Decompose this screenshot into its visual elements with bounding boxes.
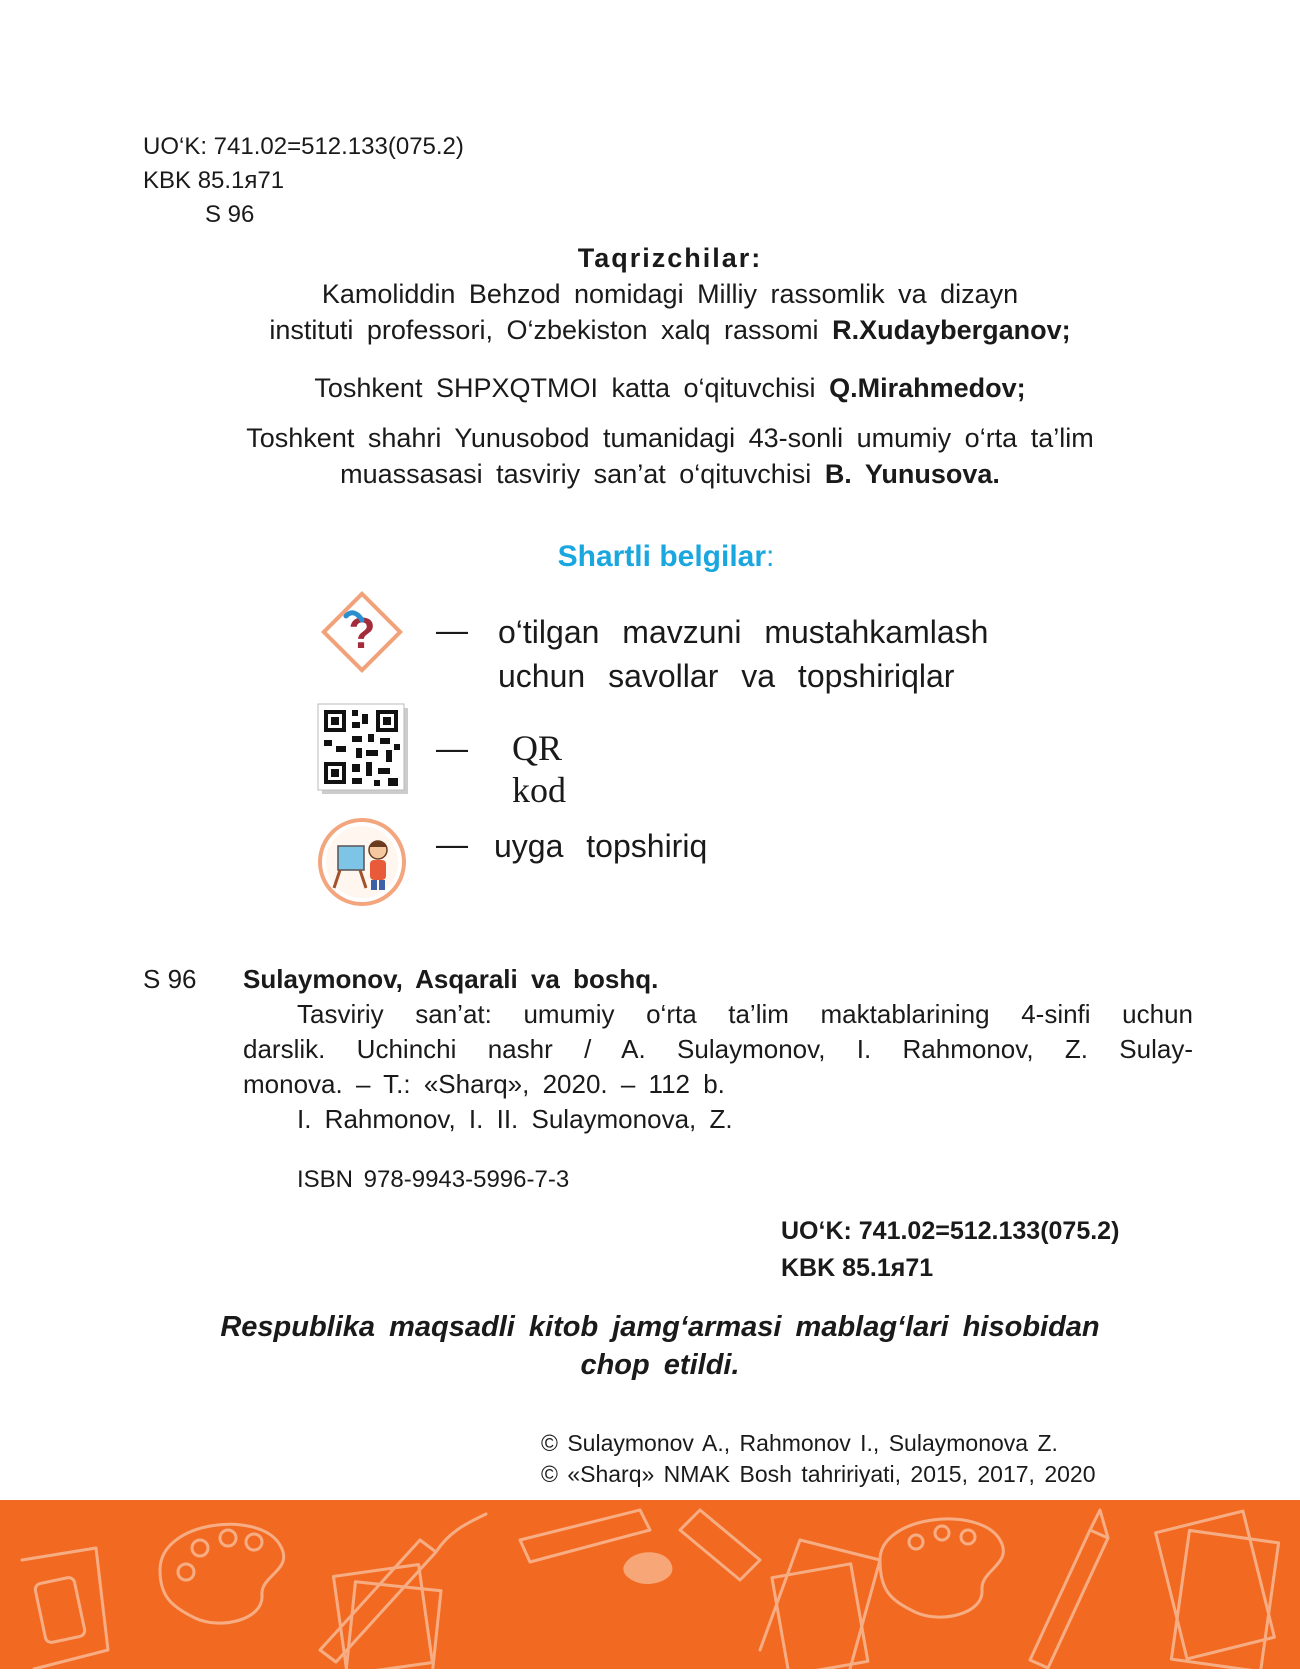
homework-circle-icon: [316, 816, 408, 908]
reviewer-1-line1: Kamoliddin Behzod nomidagi Milliy rassomlik va dizayn: [321, 279, 1019, 309]
legend-item-homework-text: uyga topshiriq: [494, 828, 708, 864]
isbn: ISBN 978-9943-5996-7-3: [297, 1166, 570, 1193]
reviewer-1-line2: [0, 312, 1300, 348]
legend-title: [0, 540, 1300, 574]
legend-dash-3: —: [436, 826, 468, 862]
reviewer-1-text: instituti professori, O‘zbekiston xalq rassomi: [269, 315, 819, 345]
reviewer-2-text: Toshkent SHPXQTMOI katta o‘qituvchisi: [314, 373, 816, 403]
decorative-footer: [0, 1500, 1300, 1669]
biblio-line1: Tasviriy san’at: umumiy o‘rta ta’lim maktablarining 4-sinfi uchun: [297, 999, 1193, 1029]
funding-note: [0, 1308, 1300, 1384]
svg-text:?: ?: [348, 609, 376, 658]
reviewer-3-line1: Toshkent shahri Yunusobod tumanidagi 43-sonli umumiy o‘rta ta’lim: [246, 423, 1094, 453]
legend-item-qr-text: QR kod: [512, 728, 566, 810]
reviewer-2-name: Q.Mirahmedov;: [829, 373, 1026, 403]
funding-line2: chop etildi.: [580, 1349, 740, 1381]
codes-right: [781, 1213, 1119, 1287]
bbk-code: KBK 85.1я71: [143, 167, 285, 194]
reviewer-3-name: B. Yunusova.: [824, 459, 1000, 489]
reviewer-3-text: muassasasi tasviriy san’at o‘qituvchisi: [340, 459, 812, 489]
reviewers-title: Taqrizchilar:: [577, 243, 763, 273]
biblio-line3: monova. – T.: «Sharq», 2020. – 112 b.: [243, 1069, 725, 1099]
udc-code: UO‘K: 741.02=512.133(075.2): [143, 133, 464, 160]
copyright-line1: © Sulaymonov A., Rahmonov I., Sulaymonova Z.: [541, 1430, 1058, 1456]
legend-item-questions-line1: o‘tilgan mavzuni mustahkamlash: [498, 614, 989, 650]
codes-right-bbk: KBK 85.1я71: [781, 1254, 934, 1282]
reviewer-1-name: R.Xudayberganov;: [832, 315, 1071, 345]
question-diamond-icon: [316, 586, 408, 678]
bibliography-block: [243, 962, 1193, 1137]
classification-block: [143, 130, 464, 232]
reviewer-2: [0, 370, 1300, 406]
biblio-line4: I. Rahmonov, I. II. Sulaymonova, Z.: [297, 1104, 733, 1134]
art-supplies-pattern-icon: [0, 1500, 1300, 1669]
biblio-mark: S 96: [143, 964, 197, 994]
biblio-line2: darslik. Uchinchi nashr / A. Sulaymonov, I. Rahmonov, Z. Sulay-: [243, 1034, 1193, 1064]
legend-dash-1: —: [436, 612, 468, 648]
copyright-line2: © «Sharq» NMAK Bosh tahririyati, 2015, 2017, 2020: [541, 1461, 1096, 1487]
legend-dash-2: —: [436, 730, 468, 766]
biblio-authors: Sulaymonov, Asqarali va boshq.: [243, 964, 659, 994]
reviewer-3-line2: [0, 456, 1300, 492]
codes-right-udc: UO‘K: 741.02=512.133(075.2): [781, 1217, 1120, 1245]
reviewer-3: [0, 420, 1300, 492]
reviewer-1: [0, 276, 1300, 348]
author-mark: S 96: [205, 201, 255, 228]
copyright-block: [541, 1428, 1095, 1490]
legend-title-colon: :: [766, 540, 775, 573]
legend-item-questions-line2: uchun savollar va topshiriqlar: [498, 658, 955, 694]
qr-code-icon: [316, 702, 412, 798]
legend-item-questions-text: [498, 610, 988, 698]
funding-line1: Respublika maqsadli kitob jamg‘armasi mablag‘lari hisobidan: [220, 1311, 1100, 1343]
legend-title-text: Shartli belgilar: [557, 540, 767, 573]
